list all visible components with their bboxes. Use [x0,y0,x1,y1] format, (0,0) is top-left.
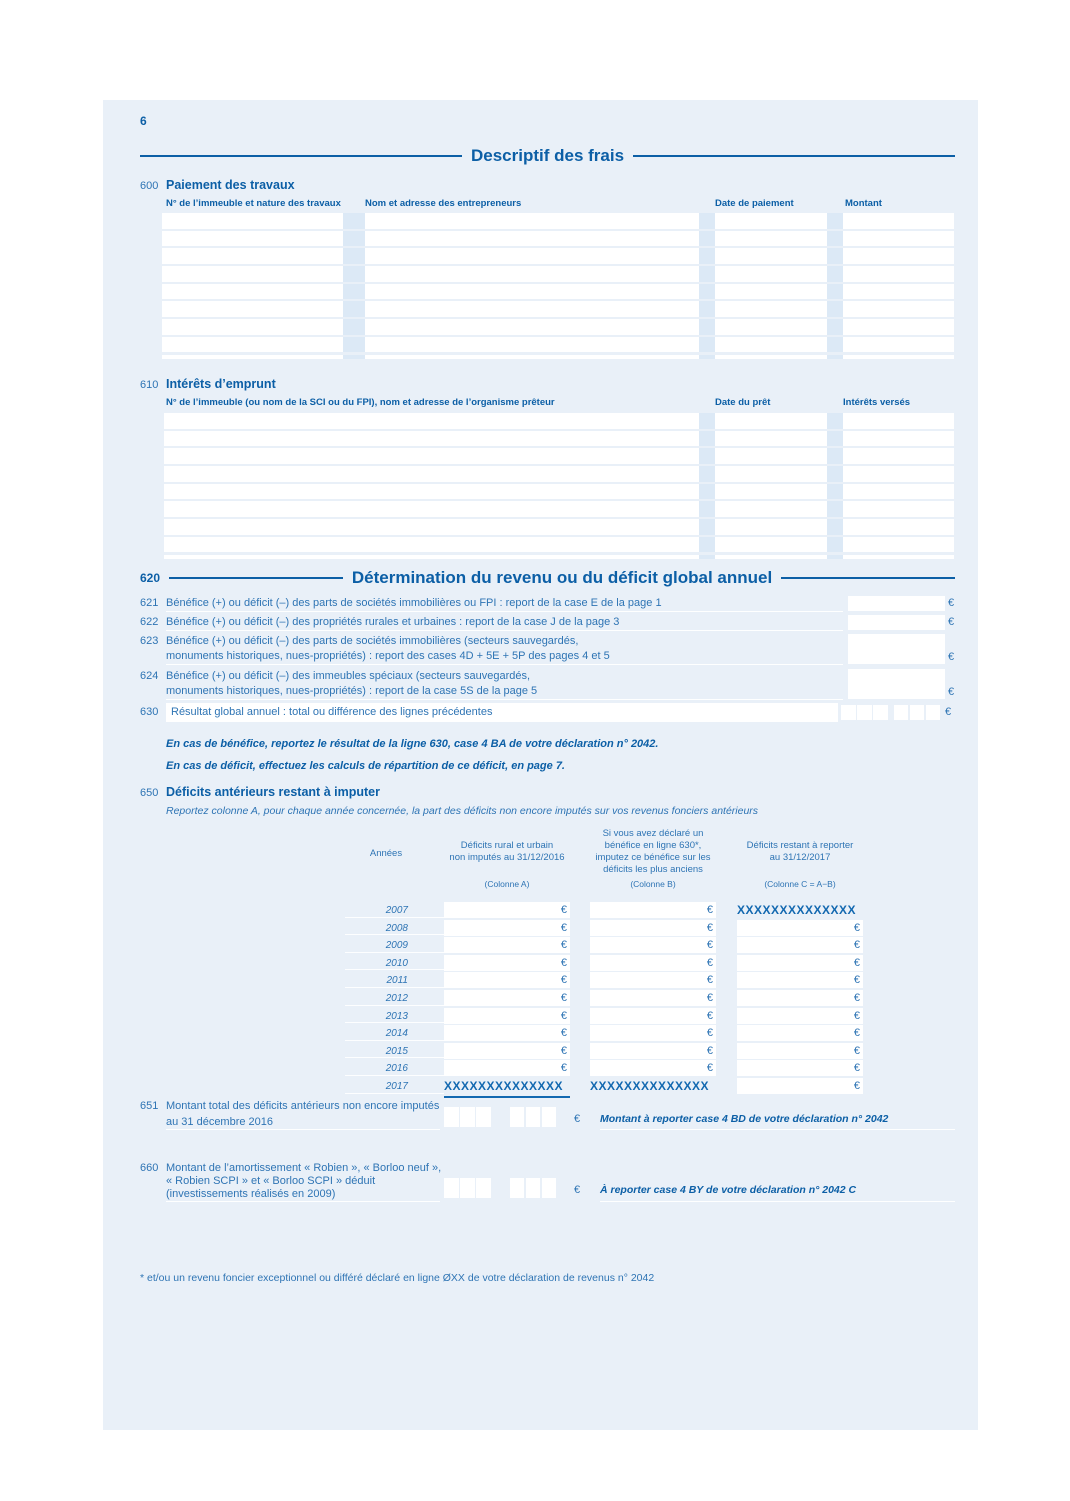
table-row [140,355,955,360]
input-cell[interactable] [162,337,343,353]
deficit-amount-field[interactable] [590,990,716,1006]
section600-code: 600 [140,180,159,192]
deficit-amount-field[interactable] [737,920,863,936]
line630-euro: € [945,706,952,718]
works-col1-header: N° de l’immeuble et nature des travaux [166,198,341,209]
deficit-year-label: 2007 [385,905,408,916]
column-gap [827,319,843,335]
input-cell[interactable] [843,431,954,447]
line622-euro: € [948,616,955,628]
column-gap [699,284,715,300]
line622-text: Bénéfice (+) ou déficit (–) des propriétés rurales et urbaines : report de la case J de la page 3 [166,616,620,628]
deficit-amount-field[interactable] [590,972,716,988]
column-gap [699,555,715,560]
section620-heading [140,568,955,588]
euro-symbol: € [706,1044,713,1057]
deficit-amount-field[interactable] [590,920,716,936]
line622-code: 622 [140,616,159,628]
line651-text2: au 31 décembre 2016 [166,1116,274,1128]
input-cell[interactable] [715,413,827,429]
column-gap [343,337,365,353]
input-cell[interactable] [164,448,699,464]
column-gap [699,537,715,553]
euro-symbol: € [560,1062,567,1075]
deficit-amount-field[interactable] [737,1008,863,1024]
deficit-year-label: 2016 [385,1063,408,1075]
line651-text1: Montant total des déficits antérieurs non encore imputés [166,1100,440,1112]
deficit-year-label: 2011 [386,975,408,987]
deficits-col-c-header: Déficits restant à reporter au 31/12/2017 [746,840,854,863]
input-cell[interactable] [164,537,699,553]
column-gap [827,337,843,353]
column-gap [699,231,715,247]
deficit-amount-field[interactable] [444,1060,570,1076]
table-row [140,248,955,264]
input-cell[interactable] [715,501,827,517]
year-leader-line [345,1093,444,1094]
deficit-amount-field[interactable] [590,1043,716,1059]
column-gap [699,431,715,447]
table-row [140,319,955,335]
euro-symbol: € [706,992,713,1004]
input-cell[interactable] [162,213,343,229]
euro-symbol: € [853,956,860,969]
note-deficit: En cas de déficit, effectuez les calculs de répartition de ce déficit, en page 7. [166,760,565,772]
page-number: 6 [140,114,147,128]
line660-rule-right [600,1201,955,1202]
column-gap [827,484,843,500]
loans-col4-header: Intérêts versés [843,397,911,408]
year-leader-line [345,1075,444,1076]
column-gap [827,355,843,360]
line660-note: À reporter case 4 BY de votre déclaration n° 2042 C [600,1184,857,1196]
year-leader-line [345,934,444,935]
input-cell[interactable] [365,319,699,335]
column-gap [827,466,843,482]
input-cell[interactable] [164,484,699,500]
euro-symbol: € [560,904,567,916]
line623-code: 623 [140,635,159,647]
input-cell[interactable] [164,466,699,482]
line660-text3: (investissements réalisés en 2009) [166,1188,336,1200]
table-row [140,501,955,517]
column-gap [699,213,715,229]
column-gap [827,501,843,517]
line624-euro: € [948,686,955,698]
input-cell[interactable] [843,519,954,535]
line621-text: Bénéfice (+) ou déficit (–) des parts de sociétés immobilières ou FPI : report de la case E de la page 1 [166,597,662,609]
input-cell[interactable] [715,319,827,335]
input-cell[interactable] [843,448,954,464]
deficits-col-a-sub: (Colonne A) [484,879,530,889]
deficit-year-label: 2017 [385,1081,408,1092]
line651-rule-right [600,1129,955,1130]
column-gap [343,248,365,264]
column-gap [699,448,715,464]
column-gap [699,501,715,517]
input-cell[interactable] [164,519,699,535]
line624-text1: Bénéfice (+) ou déficit (–) des immeubles spéciaux (secteurs sauvegardés, [166,670,531,682]
line660-rule-left [166,1201,440,1202]
column-gap [699,248,715,264]
input-cell[interactable] [365,248,699,264]
main-title-row [140,146,955,166]
input-cell[interactable] [843,319,954,335]
works-col4-header: Montant [845,198,882,209]
deficit-amount-field[interactable] [737,1060,863,1076]
column-gap [827,231,843,247]
input-cell[interactable] [843,301,954,317]
deficit-year-label: 2012 [385,993,408,1004]
line630-digit-cells[interactable] [841,705,940,720]
column-gap [827,431,843,447]
loans-table [140,413,955,559]
euro-symbol: € [853,992,860,1004]
line623-euro: € [948,651,955,663]
deficit-year-label: 2014 [385,1028,408,1040]
column-gap [343,355,365,360]
works-col2-header: Nom et adresse des entrepreneurs [365,198,522,209]
section620-title: Détermination du revenu ou du déficit global annuel [351,568,773,587]
euro-symbol: € [853,1027,860,1040]
input-cell[interactable] [365,266,699,282]
loans-col1-header: N° de l’immeuble (ou nom de la SCI ou du FPI), nom et adresse de l’organisme prêteur [166,397,555,408]
input-cell[interactable] [843,466,954,482]
input-cell[interactable] [843,248,954,264]
input-cell[interactable] [164,413,699,429]
input-cell[interactable] [715,355,827,360]
deficit-year-label: 2013 [385,1010,408,1022]
deficits-total-rule [444,1096,570,1098]
deficit-amount-field[interactable] [590,1025,716,1041]
euro-symbol: € [560,974,567,987]
euro-symbol: € [560,939,567,952]
input-cell[interactable] [715,519,827,535]
deficit-amount-field[interactable] [737,955,863,971]
input-cell[interactable] [164,555,699,560]
column-gap [699,466,715,482]
input-cell[interactable] [715,231,827,247]
input-cell[interactable] [715,337,827,353]
year-leader-line [345,1040,444,1041]
line660-code: 660 [140,1162,159,1174]
column-gap [699,301,715,317]
deficit-year-label: 2015 [385,1045,408,1057]
section610-title: Intérêts d’emprunt [166,377,276,391]
column-gap [699,519,715,535]
euro-symbol: € [853,939,860,952]
table-row [140,537,955,553]
deficits-col-b-header: Si vous avez déclaré un bénéfice en ligne 630*, imputez ce bénéfice sur les déficits les plus anciens [595,828,711,875]
title-rule-left [140,155,462,157]
column-gap [343,319,365,335]
deficits-years-header: Années [369,848,403,859]
input-cell[interactable] [715,484,827,500]
euro-symbol: € [706,1062,713,1075]
deficit-amount-field[interactable] [737,990,863,1006]
input-cell[interactable] [843,284,954,300]
input-cell[interactable] [715,448,827,464]
year-leader-line [345,1057,444,1058]
table-row [140,231,955,247]
table-row [140,266,955,282]
section620-rule-right [781,577,955,579]
page-title: Descriptif des frais [470,146,625,165]
works-col3-header: Date de paiement [715,198,794,209]
input-cell[interactable] [162,231,343,247]
input-cell[interactable] [715,466,827,482]
column-gap [699,266,715,282]
deficit-amount-field[interactable] [590,937,716,953]
line630-code: 630 [140,706,159,718]
deficit-amount-field[interactable] [444,1043,570,1059]
table-row [140,284,955,300]
table-row [140,466,955,482]
table-row [140,484,955,500]
year-leader-line [345,952,444,953]
column-gap [343,266,365,282]
euro-symbol: € [706,956,713,969]
euro-symbol: € [560,1009,567,1022]
euro-symbol: € [560,956,567,969]
line651-euro: € [574,1113,581,1125]
section600-title: Paiement des travaux [166,178,295,192]
deficit-amount-field[interactable] [444,990,570,1006]
line630-text: Résultat global annuel : total ou différence des lignes précédentes [171,706,493,718]
line651-code: 651 [140,1100,159,1112]
section620-code: 620 [140,571,161,585]
line651-note: Montant à reporter case 4 BD de votre déclaration n° 2042 [600,1113,889,1125]
section650-title: Déficits antérieurs restant à imputer [166,785,380,799]
column-gap [827,413,843,429]
input-cell[interactable] [715,213,827,229]
column-gap [699,355,715,360]
column-gap [343,213,365,229]
crossed-out-cell: XXXXXXXXXXXXXX [737,903,857,917]
deficit-amount-field[interactable] [737,1043,863,1059]
input-cell[interactable] [843,355,954,360]
loans-col3-header: Date du prêt [715,397,771,408]
works-table [140,213,955,359]
deficit-amount-field[interactable] [737,1078,863,1094]
deficit-amount-field[interactable] [444,920,570,936]
euro-symbol: € [560,921,567,934]
input-cell[interactable] [162,248,343,264]
column-gap [827,301,843,317]
deficit-year-label: 2009 [385,940,408,952]
euro-symbol: € [853,1080,860,1092]
column-gap [343,301,365,317]
line621-amount-field[interactable] [848,596,945,611]
input-cell[interactable] [164,431,699,447]
table-row [140,555,955,560]
deficit-amount-field[interactable] [444,902,570,918]
euro-symbol: € [706,1027,713,1040]
input-cell[interactable] [365,284,699,300]
input-cell[interactable] [715,301,827,317]
euro-symbol: € [706,921,713,934]
line621-euro: € [948,597,955,609]
deficits-col-a-header: Déficits rural et urbain non imputés au 31/12/2016 [449,840,565,863]
section610-code: 610 [140,379,159,391]
section620-rule-left [169,577,343,579]
input-cell[interactable] [843,413,954,429]
line621-rule [166,611,843,612]
deficit-amount-field[interactable] [737,972,863,988]
input-cell[interactable] [715,284,827,300]
line623-text2: monuments historiques, nues-propriétés) : report des cases 4D + 5E + 5P des pages 4 et 5 [166,650,610,662]
year-leader-line [345,917,444,918]
input-cell[interactable] [715,431,827,447]
section650-code: 650 [140,787,159,799]
line651-digit-cells[interactable] [444,1107,556,1127]
year-leader-line [345,987,444,988]
euro-symbol: € [853,1062,860,1075]
line624-rule [166,699,843,700]
column-gap [343,231,365,247]
input-cell[interactable] [843,555,954,560]
column-gap [699,337,715,353]
deficit-amount-field[interactable] [444,1025,570,1041]
line624-amount-field[interactable] [848,669,945,699]
table-row [140,519,955,535]
line660-text2: « Robien SCPI » et « Borloo SCPI » déduit [166,1175,376,1187]
crossed-out-cell: XXXXXXXXXXXXXX [590,1079,710,1093]
deficit-amount-field[interactable] [590,955,716,971]
table-row [140,448,955,464]
crossed-out-cell: XXXXXXXXXXXXXX [444,1079,564,1093]
line624-text2: monuments historiques, nues-propriétés) : report de la case 5S de la page 5 [166,685,538,697]
input-cell[interactable] [365,231,699,247]
line660-text1: Montant de l’amortissement « Robien », « Borloo neuf », [166,1162,442,1174]
deficit-amount-field[interactable] [444,1008,570,1024]
euro-symbol: € [706,939,713,952]
deficits-col-b-sub: (Colonne B) [630,879,676,889]
table-row [140,413,955,429]
euro-symbol: € [706,904,713,916]
deficit-amount-field[interactable] [444,972,570,988]
euro-symbol: € [706,1009,713,1022]
column-gap [827,519,843,535]
table-row [140,431,955,447]
line651-rule-left [166,1129,440,1130]
euro-symbol: € [853,1044,860,1057]
input-cell[interactable] [843,537,954,553]
input-cell[interactable] [843,501,954,517]
column-gap [827,248,843,264]
input-cell[interactable] [365,337,699,353]
column-gap [827,555,843,560]
euro-symbol: € [560,992,567,1004]
year-leader-line [345,1005,444,1006]
input-cell[interactable] [162,266,343,282]
line622-rule [166,630,843,631]
line623-text1: Bénéfice (+) ou déficit (–) des parts de sociétés immobilières (secteurs sauvegardés, [166,635,579,647]
column-gap [827,266,843,282]
input-cell[interactable] [715,248,827,264]
input-cell[interactable] [164,501,699,517]
euro-symbol: € [853,921,860,934]
deficit-amount-field[interactable] [590,1060,716,1076]
deficit-year-label: 2010 [385,957,408,969]
deficit-amount-field[interactable] [444,937,570,953]
column-gap [343,284,365,300]
deficit-amount-field[interactable] [444,955,570,971]
year-leader-line [345,969,444,970]
column-gap [699,484,715,500]
input-cell[interactable] [715,266,827,282]
column-gap [827,448,843,464]
euro-symbol: € [853,1009,860,1022]
note-benefice: En cas de bénéfice, reportez le résultat de la ligne 630, case 4 BA de votre déclaration n° 2042. [166,738,659,750]
deficit-amount-field[interactable] [737,937,863,953]
input-cell[interactable] [162,284,343,300]
line621-code: 621 [140,597,159,609]
line660-euro: € [574,1184,581,1196]
line623-rule [166,664,843,665]
input-cell[interactable] [162,319,343,335]
euro-symbol: € [560,1027,567,1040]
line623-amount-field[interactable] [848,634,945,664]
section650-note: Reportez colonne A, pour chaque année concernée, la part des déficits non encore imputés sur vos revenus fonciers antérieurs [166,805,759,817]
table-row [140,213,955,229]
line624-code: 624 [140,670,159,682]
input-cell[interactable] [843,266,954,282]
input-cell[interactable] [365,301,699,317]
input-cell[interactable] [843,213,954,229]
input-cell[interactable] [162,355,343,360]
table-row [140,337,955,353]
year-leader-line [345,1022,444,1023]
column-gap [827,213,843,229]
deficits-col-c-sub: (Colonne C = A−B) [764,879,836,889]
column-gap [827,284,843,300]
input-cell[interactable] [365,213,699,229]
title-rule-right [633,155,955,157]
input-cell[interactable] [843,337,954,353]
deficit-amount-field[interactable] [590,1008,716,1024]
line660-digit-cells[interactable] [444,1178,556,1198]
euro-symbol: € [706,974,713,987]
table-row [140,301,955,317]
column-gap [699,413,715,429]
input-cell[interactable] [365,355,699,360]
footnote: * et/ou un revenu foncier exceptionnel ou différé déclaré en ligne ØXX de votre déclaration de revenus n° 2042 [140,1272,655,1284]
euro-symbol: € [853,974,860,987]
column-gap [699,319,715,335]
euro-symbol: € [560,1044,567,1057]
input-cell[interactable] [843,231,954,247]
input-cell[interactable] [843,484,954,500]
line622-amount-field[interactable] [848,615,945,630]
form-page [103,100,978,1430]
deficit-amount-field[interactable] [590,902,716,918]
deficit-amount-field[interactable] [737,1025,863,1041]
input-cell[interactable] [715,555,827,560]
column-gap [827,537,843,553]
input-cell[interactable] [715,537,827,553]
input-cell[interactable] [162,301,343,317]
deficit-year-label: 2008 [385,922,408,934]
